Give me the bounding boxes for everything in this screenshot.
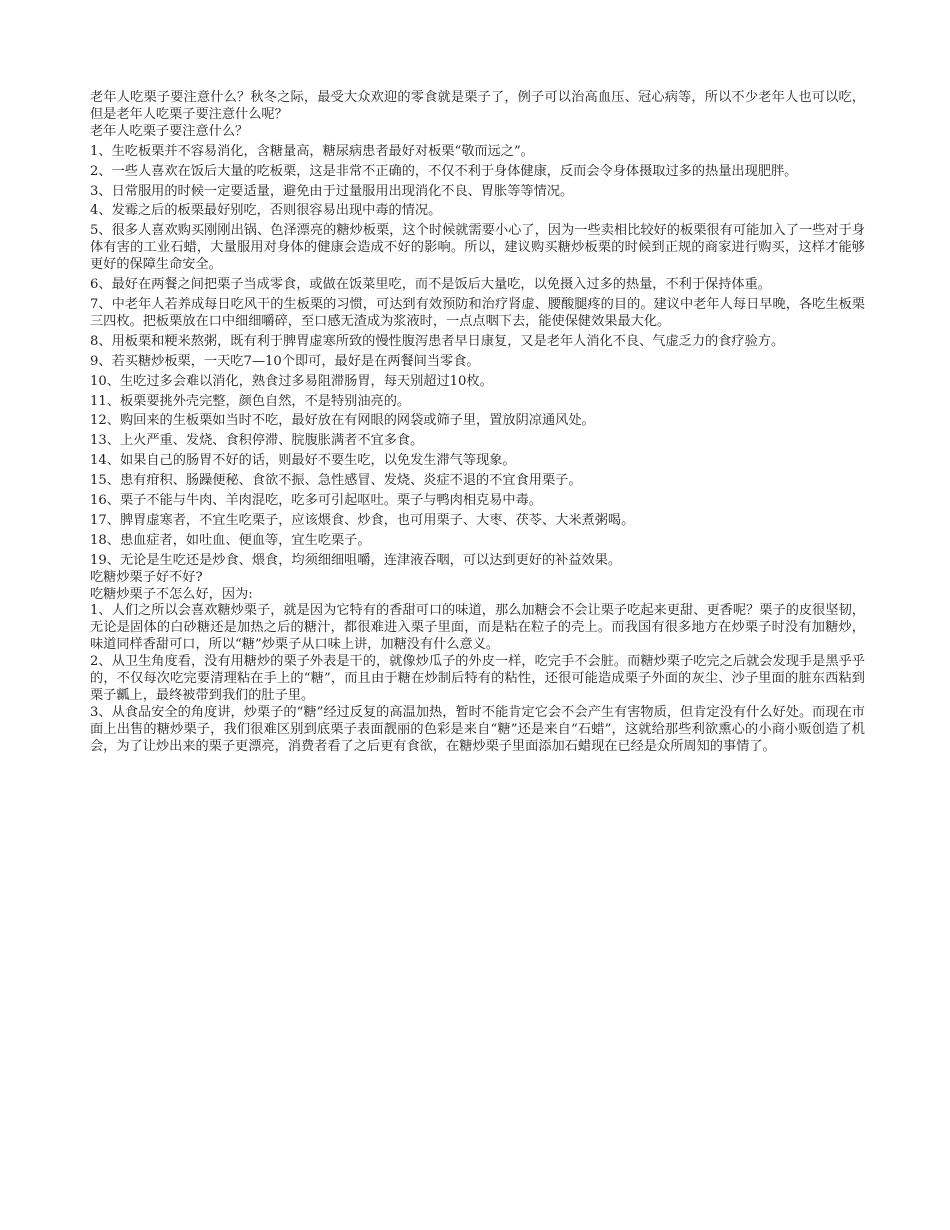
tip-item: 10、生吃过多会难以消化，熟食过多易阻滞肠胃，每天别超过10枚。 <box>90 373 493 389</box>
tip-item: 16、栗子不能与牛肉、羊肉混吃，吃多可引起呕吐。栗子与鸭肉相克易中毒。 <box>90 493 542 509</box>
tip-item: 12、购回来的生板栗如当时不吃，最好放在有网眼的网袋或筛子里，置放阴凉通风处。 <box>90 413 595 429</box>
reason-item: 1、人们之所以会喜欢糖炒栗子，就是因为它特有的香甜可口的味道，那么加糖会不会让栗子吃起来更甜、更香呢？栗子的皮很坚韧，无论是固体的白砂糖还是加热之后的糖汁，都很难进入栗子里面，而是粘在粒子的壳上。而我国有很多地方在炒栗子时没有加糖炒，味道同样香甜可口，所以“糖”炒栗子从口味上讲，加糖没有什么意义。 <box>90 603 865 653</box>
tip-item: 6、最好在两餐之间把栗子当成零食，或做在饭菜里吃，而不是饭后大量吃，以免摄入过多的热量，不利于保持体重。 <box>90 277 771 293</box>
tip-item: 19、无论是生吃还是炒食、煨食，均须细细咀嚼，连津液吞咽，可以达到更好的补益效果。 <box>90 552 622 568</box>
tip-item: 2、一些人喜欢在饭后大量的吃板栗，这是非常不正确的，不仅不利于身体健康，反而会令身体摄取过多的热量出现肥胖。 <box>90 163 798 179</box>
reason-item: 2、从卫生角度看，没有用糖炒的栗子外表是干的，就像炒瓜子的外皮一样，吃完手不会脏。而糖炒栗子吃完之后就会发现手是黑乎乎的，不仅每次吃完要清理粘在手上的“糖”，而且由于糖在炒制后特有的粘性，还很可能造成栗子外面的灰尘、沙子里面的脏东西粘到栗子瓤上，最终被带到我们的肚子里。 <box>90 654 865 703</box>
section-heading-sugar-roasted: 吃糖炒栗子好不好? <box>90 569 203 585</box>
document-body <box>90 90 865 756</box>
tip-item: 15、患有疳积、肠躁便秘、食欲不振、急性感冒、发烧、炎症不退的不宜食用栗子。 <box>90 473 582 489</box>
section-heading-precautions: 老年人吃栗子要注意什么？ <box>90 123 249 139</box>
tip-item: 17、脾胃虚寒者，不宜生吃栗子，应该煨食、炒食，也可用栗子、大枣、茯苓、大米煮粥喝。 <box>90 512 635 528</box>
tip-item: 14、如果自己的肠胃不好的话，则最好不要生吃，以免发生滞气等现象。 <box>90 453 516 469</box>
intro-paragraph: 老年人吃栗子要注意什么？秋冬之际，最受大众欢迎的零食就是栗子了，例子可以治高血压、冠心病等，所以不少老年人也可以吃，但是老年人吃栗子要注意什么呢？ <box>90 90 865 122</box>
tip-item: 9、若买糖炒板栗，一天吃7—10个即可，最好是在两餐间当零食。 <box>90 353 480 369</box>
tip-item: 1、生吃板栗并不容易消化，含糖量高，糖尿病患者最好对板栗“敬而远之”。 <box>90 143 534 159</box>
tip-item: 8、用板栗和粳米熬粥，既有利于脾胃虚寒所致的慢性腹泻患者早日康复，又是老年人消化不良、气虚乏力的食疗验方。 <box>90 333 785 349</box>
tip-item: 3、日常服用的时候一定要适量，避免由于过量服用出现消化不良、胃胀等等情况。 <box>90 183 574 199</box>
answer-line: 吃糖炒栗子不怎么好，因为: <box>90 586 253 602</box>
tip-item: 4、发霉之后的板栗最好别吃，否则很容易出现中毒的情况。 <box>90 203 442 219</box>
tip-item: 7、中老年人若养成每日吃风干的生板栗的习惯，可达到有效预防和治疗肾虚、腰酸腿疼的目的。建议中老年人每日早晚，各吃生板栗三四枚。把板栗放在口中细细嚼碎，至口感无渣成为浆液时，一点点咽下去，能使保健效果最大化。 <box>90 296 865 329</box>
reason-item: 3、从食品安全的角度讲，炒栗子的“糖”经过反复的高温加热，暂时不能肯定它会不会产生有害物质，但肯定没有什么好处。而现在市面上出售的糖炒栗子，我们很难区别到底栗子表面靓丽的色彩是来自“糖”还是来自“石蜡”，这就给那些利欲熏心的小商小贩创造了机会，为了让炒出来的栗子更漂亮，消费者看了之后更有食欲，在糖炒栗子里面添加石蜡现在已经是众所周知的事情了。 <box>90 704 865 754</box>
tip-item: 13、上火严重、发烧、食积停滞、脘腹胀满者不宜多食。 <box>90 433 424 449</box>
tip-item: 18、患血症者，如吐血、便血等，宜生吃栗子。 <box>90 532 371 548</box>
tip-item: 5、很多人喜欢购买刚刚出锅、色泽漂亮的糖炒板栗，这个时候就需要小心了，因为一些卖相比较好的板栗很有可能加入了一些对于身体有害的工业石蜡，大量服用对身体的健康会造成不好的影响。所以，建议购买糖炒板栗的时候到正规的商家进行购买，这样才能够更好的保障生命安全。 <box>90 223 865 273</box>
tip-item: 11、板栗要挑外壳完整，颜色自然，不是特别油亮的。 <box>90 393 411 409</box>
